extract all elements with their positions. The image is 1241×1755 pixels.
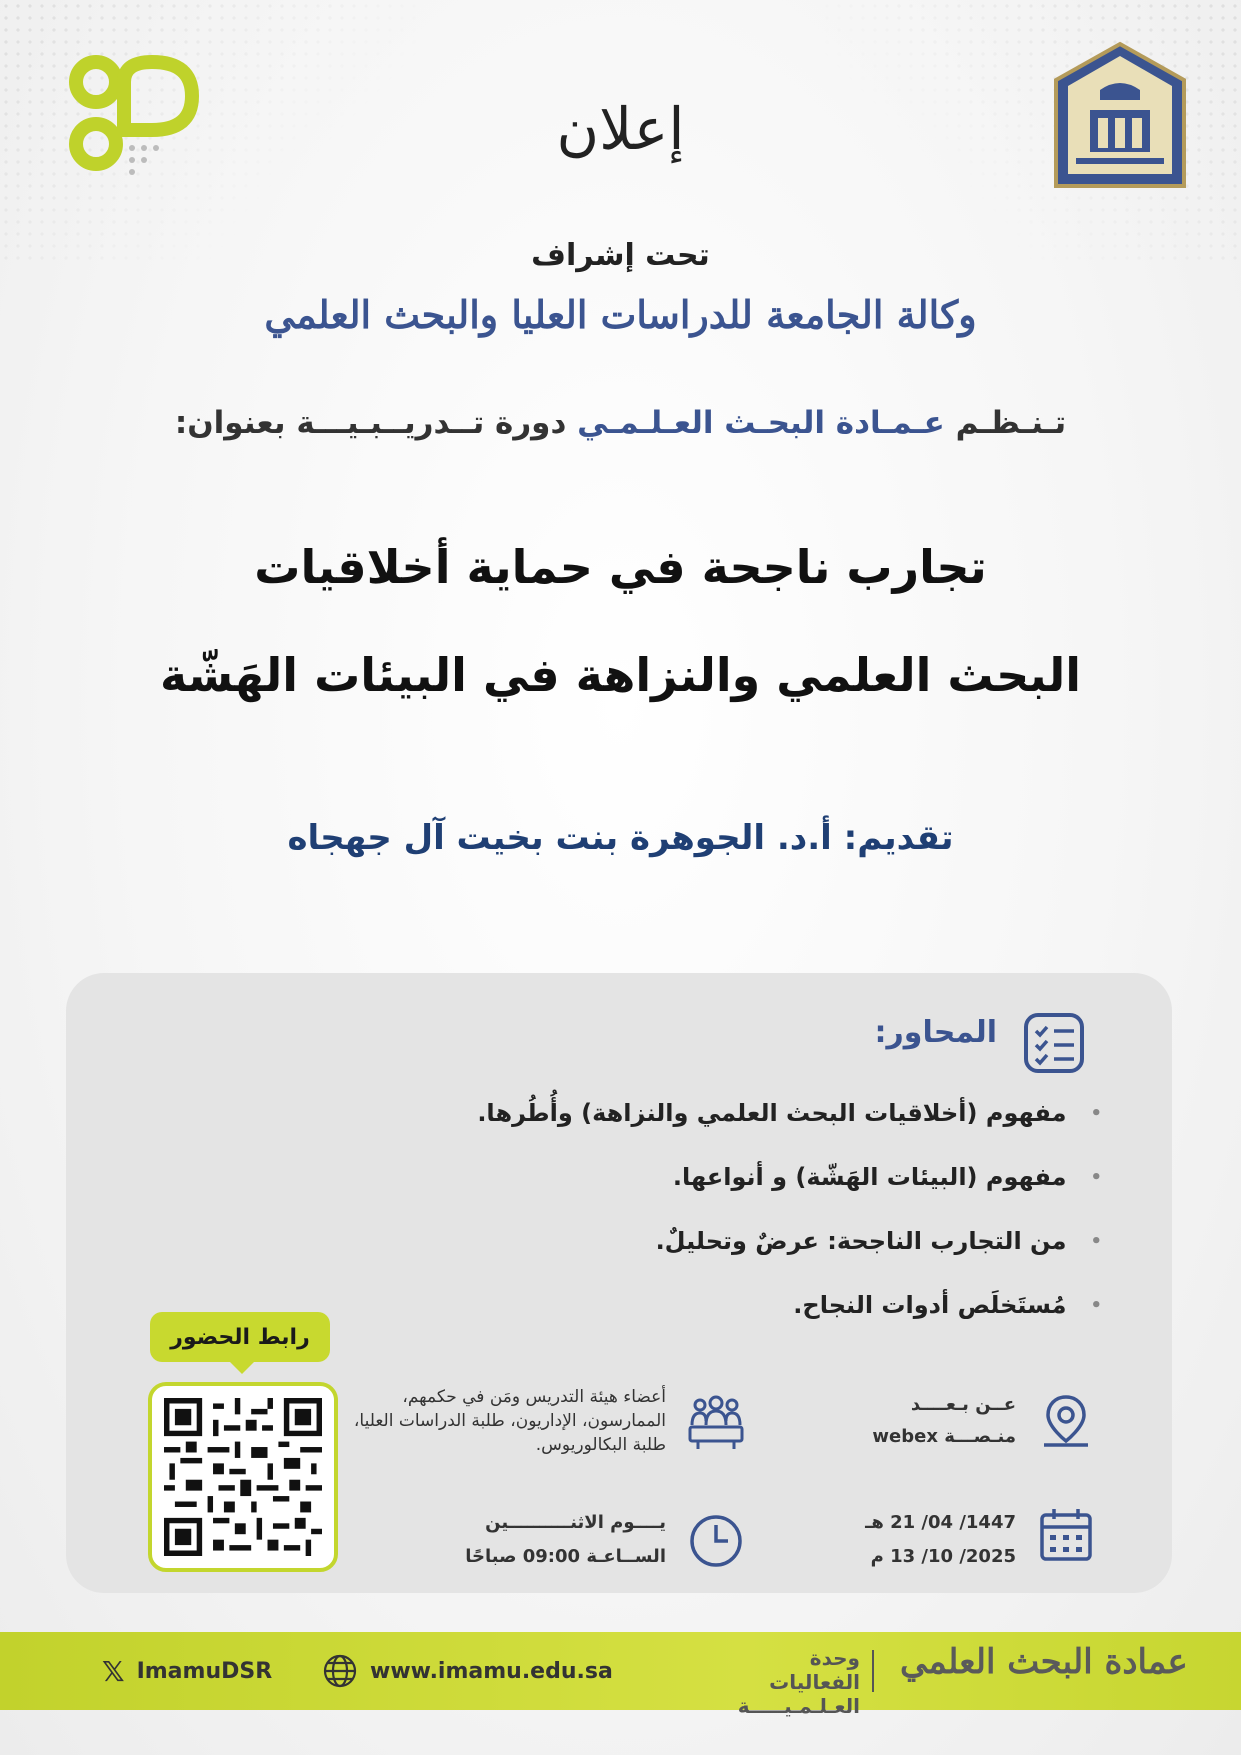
website-url: www.imamu.edu.sa bbox=[370, 1658, 613, 1684]
axes-title: المحاور: bbox=[874, 1015, 997, 1050]
day-label: يــــوم الاثنــــــــــين bbox=[485, 1512, 666, 1533]
unit-line2: العـلـمـيـــــة bbox=[737, 1694, 860, 1718]
website-link[interactable] bbox=[322, 1632, 613, 1710]
audience-info: أعضاء هيئة التدريس ومَن في حكمهم، الممارسون، الإداريون، طلبة الدراسات العليا، طلبة البكالوريوس. bbox=[353, 1387, 666, 1455]
location-pin-icon bbox=[1036, 1391, 1096, 1451]
globe-icon bbox=[322, 1653, 358, 1689]
agency-name: وكالة الجامعة للدراسات العليا والبحث العلمي bbox=[264, 292, 977, 337]
footer-bar bbox=[0, 1632, 1241, 1718]
date-gregorian: 2025/ 10/ 13 م bbox=[870, 1546, 1016, 1567]
axes-item: • من التجارب الناجحة: عرضٌ وتحليلٌ. bbox=[477, 1209, 1102, 1273]
date-hijri: 1447/ 04/ 21 هـ bbox=[865, 1512, 1016, 1533]
course-title-line1: تجارب ناجحة في حماية أخلاقيات bbox=[254, 540, 987, 594]
axes-item: • مفهوم (أخلاقيات البحث العلمي والنزاهة) وأُطُرها. bbox=[477, 1081, 1102, 1145]
social-link[interactable] bbox=[102, 1632, 272, 1710]
footer-divider bbox=[872, 1650, 874, 1692]
time-info bbox=[446, 1511, 666, 1569]
organizer-deanship: عـمـادة البحـث العـلـمـي bbox=[577, 405, 945, 441]
social-handle: ImamuDSR bbox=[136, 1658, 273, 1684]
organizer-prefix: تـنـظـم bbox=[955, 405, 1067, 441]
attendance-label: رابط الحضور bbox=[170, 1324, 310, 1350]
presenter: تقديم: أ.د. الجوهرة بنت بخيت آل جهجاه bbox=[287, 818, 954, 858]
axes-item: • مُستَخلَص أدوات النجاح. bbox=[477, 1273, 1102, 1337]
mode-line1: عــن بـعــــد bbox=[910, 1394, 1016, 1415]
clock-icon bbox=[686, 1511, 746, 1571]
course-title-line2: البحث العلمي والنزاهة في البيئات الهَشّة bbox=[159, 648, 1082, 702]
x-icon: 𝕏 bbox=[102, 1654, 125, 1688]
mode-info bbox=[816, 1393, 1016, 1449]
organizer-suffix: دورة تــدريــبـيـــة بعنوان: bbox=[174, 405, 567, 441]
axes-item: • مفهوم (البيئات الهَشّة) و أنواعها. bbox=[477, 1145, 1102, 1209]
people-icon bbox=[686, 1391, 746, 1451]
events-unit bbox=[730, 1646, 860, 1718]
footer-deanship-logo: عمادة البحث العلمي bbox=[900, 1642, 1188, 1682]
checklist-icon bbox=[1022, 1011, 1086, 1075]
time-label: الســاعـة 09:00 صباحًا bbox=[465, 1546, 666, 1567]
axes-list bbox=[477, 1081, 1102, 1337]
mode-line2: منـصـــة webex bbox=[872, 1426, 1016, 1447]
unit-line1: وحدة الفعاليات bbox=[769, 1646, 860, 1694]
attendance-qr-frame[interactable] bbox=[148, 1382, 338, 1572]
supervision-label: تحت إشراف bbox=[531, 238, 710, 273]
organizer-line bbox=[0, 405, 1241, 441]
qr-code[interactable] bbox=[164, 1398, 322, 1556]
date-info bbox=[816, 1511, 1016, 1569]
attendance-link-tab[interactable] bbox=[150, 1312, 330, 1362]
calendar-icon bbox=[1036, 1505, 1096, 1565]
announcement-heading: إعلان bbox=[556, 95, 685, 163]
